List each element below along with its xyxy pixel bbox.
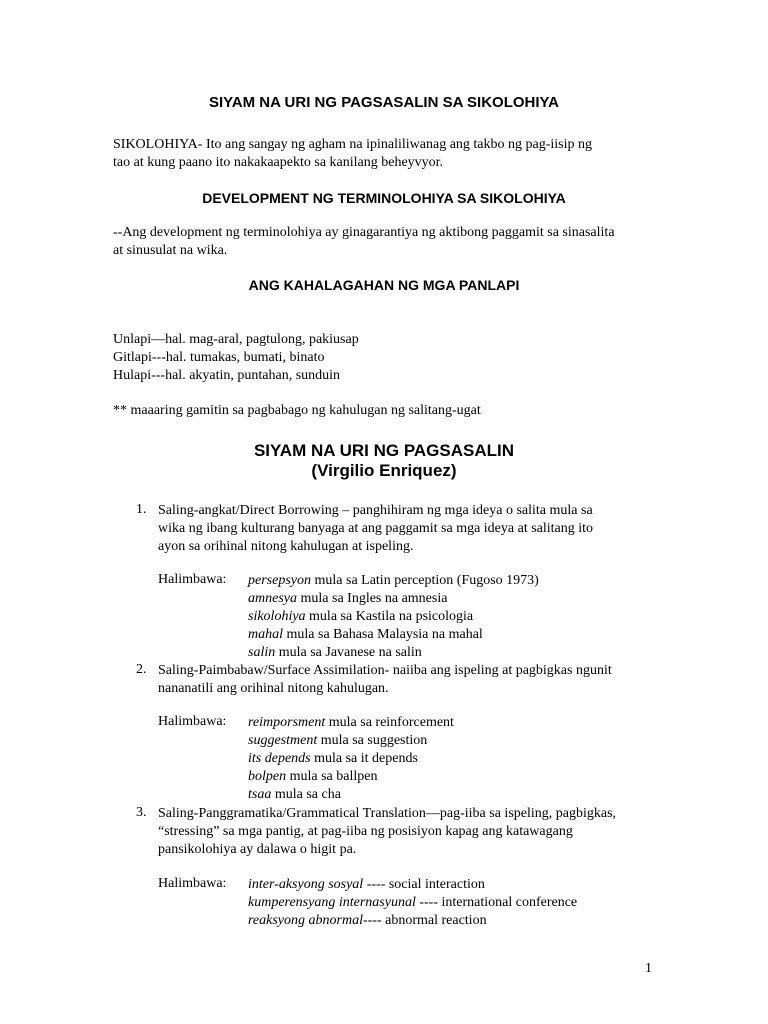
example-gloss: mula sa reinforcement: [325, 715, 454, 730]
definition-paragraph: [113, 136, 658, 172]
examples-1: [248, 572, 539, 662]
list-item-1-line-1: Saling-angkat/Direct Borrowing – panghihiram ng mga ideya o salita mula sa: [158, 503, 593, 518]
example-row: [248, 750, 454, 768]
example-gloss: mula sa it depends: [310, 751, 418, 766]
example-term: suggestment: [248, 733, 318, 748]
example-term: kumperensyang internasyunal: [248, 895, 416, 910]
example-row: [248, 572, 539, 590]
example-term: sikolohiya: [248, 609, 306, 624]
example-row: [248, 644, 539, 662]
development-paragraph: [113, 224, 658, 260]
example-gloss: mula sa Ingles na amnesia: [297, 591, 448, 606]
example-term: amnesya: [248, 591, 297, 606]
list-item-3-line-2: “stressing” sa mga pantig, at pag-iiba ng posisiyon kapag ang katawagang: [158, 824, 573, 839]
example-row: [248, 732, 454, 750]
example-term: tsaa: [248, 787, 272, 802]
example-row: [248, 876, 577, 894]
panlapi-item-unlapi: Unlapi—hal. mag-aral, pagtulong, pakiusap: [113, 332, 359, 347]
example-row: [248, 894, 577, 912]
example-gloss: mula sa suggestion: [317, 733, 428, 748]
example-row: [248, 768, 454, 786]
examples-2: [248, 714, 454, 804]
list-item-1-line-2: wika ng ibang kulturang banyaga at ang paggamit sa mga ideya at salitang ito: [158, 521, 594, 536]
panlapi-item-hulapi: Hulapi---hal. akyatin, puntahan, sunduin: [113, 368, 341, 383]
example-gloss: mula sa Bahasa Malaysia na mahal: [283, 627, 483, 642]
example-row: [248, 608, 539, 626]
example-term: mahal: [248, 627, 283, 642]
example-row: [248, 912, 577, 930]
example-term: persepsyon: [248, 573, 311, 588]
list-number-3: 3.: [136, 805, 147, 820]
document-title: SIYAM NA URI NG PAGSASALIN SA SIKOLOHIYA: [208, 94, 560, 111]
example-gloss: mula sa cha: [271, 787, 341, 802]
example-gloss: mula sa Latin perception (Fugoso 1973): [311, 573, 539, 588]
example-gloss: mula sa Kastila na psicologia: [305, 609, 474, 624]
example-gloss: ---- abnormal reaction: [362, 913, 487, 928]
list-item-3-line-3: pansikolohiya ay dalawa o higit pa.: [158, 842, 357, 857]
example-term: reaksyong abnormal: [248, 913, 363, 928]
panlapi-note: ** maaaring gamitin sa pagbabago ng kahulugan ng salitang-ugat: [113, 403, 481, 418]
example-gloss: mula sa ballpen: [286, 769, 378, 784]
list-item-3-line-1: Saling-Panggramatika/Grammatical Translation—pag-iiba sa ispeling, pagbigkas,: [158, 806, 617, 821]
definition-line-1: Ito ang sangay ng agham na ipinaliliwanag ang takbo ng pag-iisip ng: [202, 137, 593, 152]
example-label-2: Halimbawa:: [158, 714, 227, 729]
definition-line-2: tao at kung paano ito nakakaapekto sa kanilang beheyvyor.: [113, 155, 444, 170]
list-item-2-line-2: nananatili ang orihinal nitong kahulugan.: [158, 681, 389, 696]
example-gloss: ---- social interaction: [363, 877, 485, 892]
example-row: [248, 714, 454, 732]
example-row: [248, 590, 539, 608]
page-number: 1: [645, 961, 652, 976]
section-heading-development: DEVELOPMENT NG TERMINOLOHIYA SA SIKOLOHIYA: [202, 190, 566, 206]
example-label-1: Halimbawa:: [158, 572, 227, 587]
list-item-1-line-3: ayon sa orihinal nitong kahulugan at ispeling.: [158, 539, 414, 554]
list-item-3-text: [158, 805, 616, 859]
example-term: its depends: [248, 751, 311, 766]
list-number-1: 1.: [136, 502, 147, 517]
example-row: [248, 786, 454, 804]
example-term: bolpen: [248, 769, 287, 784]
example-term: inter-aksyong sosyal: [248, 877, 364, 892]
list-item-2-text: [158, 662, 612, 698]
example-term: reimporsment: [248, 715, 326, 730]
list-item-1-text: [158, 502, 593, 556]
definition-term: SIKOLOHIYA-: [113, 137, 203, 152]
panlapi-list: [113, 331, 359, 385]
example-term: salin: [248, 645, 276, 660]
example-gloss: ---- international conference: [415, 895, 578, 910]
section-heading-pagsasalin: SIYAM NA URI NG PAGSASALIN: [253, 441, 515, 460]
panlapi-item-gitlapi: Gitlapi---hal. tumakas, bumati, binato: [113, 350, 325, 365]
development-line-1: --Ang development ng terminolohiya ay ginagarantiya ng aktibong paggamit sa sinasalita: [113, 225, 615, 240]
section-heading-panlapi: ANG KAHALAGAHAN NG MGA PANLAPI: [248, 277, 520, 293]
list-number-2: 2.: [136, 662, 147, 677]
section-subheading-author: (Virgilio Enriquez): [311, 461, 457, 480]
development-line-2: at sinusulat na wika.: [113, 243, 228, 258]
examples-3: [248, 876, 577, 930]
example-gloss: mula sa Javanese na salin: [275, 645, 422, 660]
example-label-3: Halimbawa:: [158, 876, 227, 891]
list-item-2-line-1: Saling-Paimbabaw/Surface Assimilation- naiiba ang ispeling at pagbigkas ngunit: [158, 663, 612, 678]
example-row: [248, 626, 539, 644]
